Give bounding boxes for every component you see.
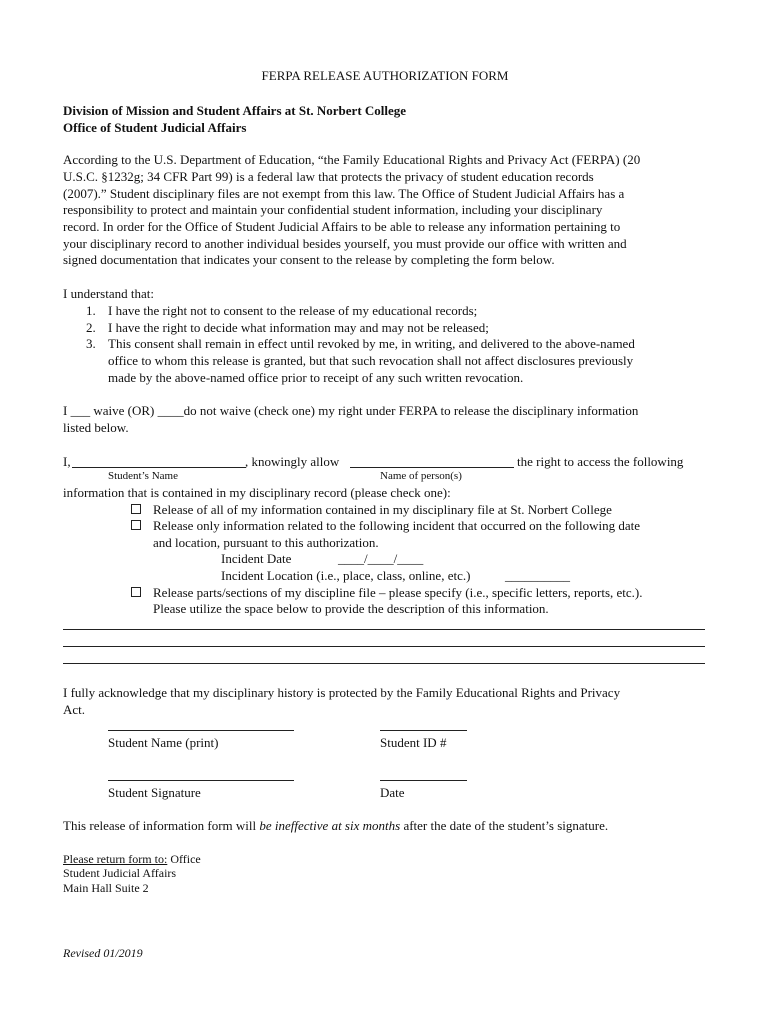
list-item: This consent shall remain in effect until revoked by me, in writing, and delivered to the above-named: [108, 336, 635, 351]
date-label: Date: [380, 785, 405, 800]
list-item: I have the right not to consent to the release of my educational records;: [108, 303, 478, 318]
intro-line: your disciplinary record to another individual besides yourself, you must provide our office with written and: [63, 236, 627, 251]
student-signature-blank[interactable]: [108, 780, 294, 781]
intro-line: responsibility to protect and maintain your confidential student information, including your disciplinary: [63, 202, 603, 217]
division-heading: Division of Mission and Student Affairs at St. Norbert College: [63, 103, 407, 118]
student-name-blank[interactable]: [72, 467, 246, 468]
option-release-all[interactable]: Release of all of my information contained in my disciplinary file at St. Norbert College: [131, 502, 612, 519]
intro-line: (2007).” Student disciplinary files are not exempt from this law. The Office of Student Judicial Affairs has a: [63, 186, 625, 201]
intro-line: According to the U.S. Department of Education, “the Family Educational Rights and Privacy Act (FERPA) (20: [63, 152, 641, 167]
description-line[interactable]: [63, 663, 705, 664]
understand-lead: I understand that:: [63, 286, 154, 301]
student-id-label: Student ID #: [380, 735, 447, 750]
description-line[interactable]: [63, 629, 705, 630]
return-line: Student Judicial Affairs: [63, 866, 177, 880]
allow-prefix: I,: [63, 454, 71, 469]
description-line[interactable]: [63, 646, 705, 647]
persons-name-caption: Name of person(s): [380, 470, 462, 482]
option-release-incident[interactable]: Release only information related to the following incident that occurred on the following date: [131, 518, 640, 535]
list-number: 1.: [86, 303, 96, 318]
list-item: made by the above-named office prior to receipt of any such written revocation.: [108, 370, 524, 385]
option-text: and location, pursuant to this authorization.: [153, 535, 379, 550]
checkbox-icon[interactable]: [131, 587, 141, 597]
persons-name-blank[interactable]: [350, 467, 514, 468]
option-release-parts[interactable]: Release parts/sections of my discipline file – please specify (i.e., specific letters, reports, etc.).: [131, 585, 643, 602]
acknowledge-line: Act.: [63, 702, 86, 717]
list-number: 3.: [86, 336, 96, 351]
ineffective-notice: This release of information form will be ineffective at six months after the date of the student’s signature.: [63, 818, 609, 833]
list-item: office to whom this release is granted, but that such revocation shall not affect disclosures previously: [108, 353, 634, 368]
incident-location-blank[interactable]: __________: [505, 568, 570, 583]
intro-line: record. In order for the Office of Student Judicial Affairs to be able to release any information pertaining to: [63, 219, 621, 234]
incident-date-blank[interactable]: ____/____/____: [338, 551, 424, 566]
allow-middle: , knowingly allow: [245, 454, 340, 469]
waive-line: listed below.: [63, 420, 129, 435]
option-text: Please utilize the space below to provide the description of this information.: [153, 601, 549, 616]
student-id-blank[interactable]: [380, 730, 467, 731]
student-name-print-blank[interactable]: [108, 730, 294, 731]
student-name-print-label: Student Name (print): [108, 735, 219, 750]
return-line: Please return form to: Office: [63, 852, 201, 866]
incident-date-label: Incident Date: [221, 551, 292, 566]
intro-line: signed documentation that indicates your consent to the release by completing the form below.: [63, 252, 555, 267]
list-number: 2.: [86, 320, 96, 335]
info-line: information that is contained in my disciplinary record (please check one):: [63, 485, 451, 500]
date-blank[interactable]: [380, 780, 467, 781]
revised-date: Revised 01/2019: [63, 946, 143, 960]
student-signature-label: Student Signature: [108, 785, 201, 800]
acknowledge-line: I fully acknowledge that my disciplinary history is protected by the Family Educational Rights and Privacy: [63, 685, 621, 700]
checkbox-icon[interactable]: [131, 504, 141, 514]
waive-line[interactable]: I ___ waive (OR) ____do not waive (check one) my right under FERPA to release the disciplinary information: [63, 403, 639, 418]
checkbox-icon[interactable]: [131, 520, 141, 530]
office-heading: Office of Student Judicial Affairs: [63, 120, 247, 135]
intro-line: U.S.C. §1232g; 34 CFR Part 99) is a federal law that protects the privacy of student education records: [63, 169, 594, 184]
incident-location-label: Incident Location (i.e., place, class, online, etc.): [221, 568, 471, 583]
return-line: Main Hall Suite 2: [63, 881, 149, 895]
list-item: I have the right to decide what information may and may not be released;: [108, 320, 489, 335]
student-name-caption: Student’s Name: [108, 470, 178, 482]
form-title: FERPA RELEASE AUTHORIZATION FORM: [261, 68, 509, 83]
allow-suffix: the right to access the following: [517, 454, 684, 469]
